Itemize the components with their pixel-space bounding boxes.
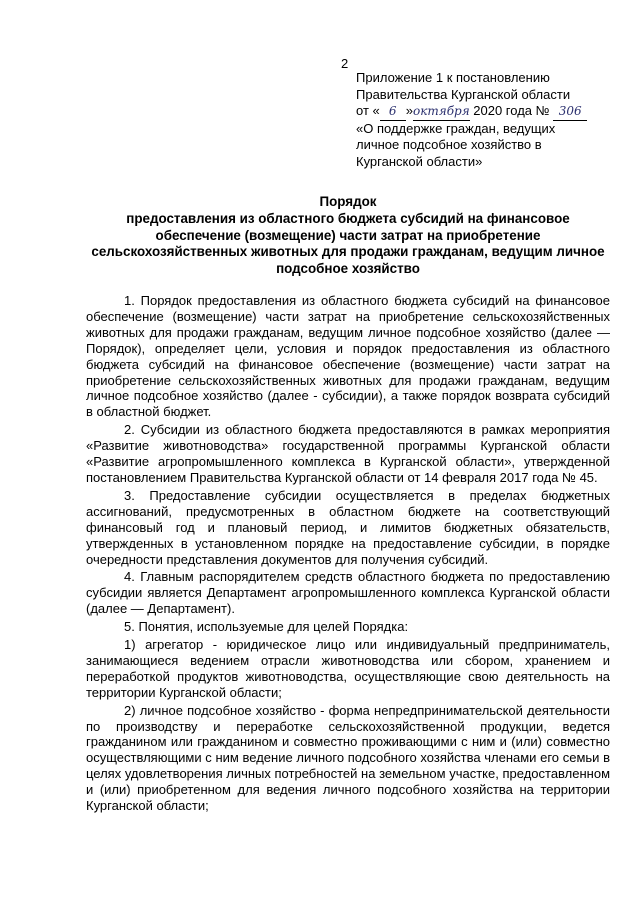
- paragraph-5-item-1: 1) агрегатор - юридическое лицо или индивидуальный предприниматель, занимающиеся ведением отрасли животноводства или сбором, хранением и переработкой продуктов животноводства, осуществляющие свою деятельность на территории Курганской области;: [86, 637, 610, 700]
- appendix-line-5: личное подсобное хозяйство в: [356, 137, 542, 153]
- page-number: 2: [341, 56, 349, 71]
- paragraph-5-item-2: 2) личное подсобное хозяйство - форма непредпринимательской деятельности по производству и переработке сельскохозяйственной продукции, ведется гражданином или гражданином и совместно проживающими с ним и (или) совместно осуществляющими с ним ведение личного подсобного хозяйства членами его семьи в целях удовлетворения личных потребностей на земельном участке, предоставленном и (или) приобретенном для ведения личного подсобного хозяйства на территории Курганской области;: [86, 702, 610, 814]
- paragraph-4: 4. Главным распорядителем средств областного бюджета по предоставлению субсидии является Департамент агропромышленного комплекса Курганской области (далее — Департамент).: [86, 569, 610, 617]
- handwritten-doc-number: 306: [553, 103, 587, 121]
- paragraph-2: 2. Субсидии из областного бюджета предоставляются в рамках мероприятия «Развитие животноводства» государственной программы Курганской области «Развитие агропромышленного комплекса в Курганской области», утвержденной постановлением Правительства Курганской области от 14 февраля 2017 года № 45.: [86, 422, 610, 485]
- date-prefix: от «: [356, 103, 380, 119]
- handwritten-day: 6: [380, 103, 406, 121]
- appendix-line-2: Правительства Курганской области: [356, 86, 571, 102]
- document-title: [86, 194, 610, 278]
- paragraph-1: 1. Порядок предоставления из областного бюджета субсидий на финансовое обеспечение (возмещение) части затрат на приобретение сельскохозяйственных животных для продажи гражданам, ведущим личное подсобное хозяйство (далее — Порядок), определяет цели, условия и порядок предоставления из областного бюджета субсидий на финансовое обеспечение (возмещение) части затрат на приобретение сельскохозяйственных животных для продажи гражданам, ведущим личное подсобное хозяйство (далее - субсидии), а также порядок возврата субсидий в областной бюджет.: [86, 293, 610, 420]
- appendix-date-line: [356, 103, 626, 121]
- handwritten-month: октября: [413, 103, 470, 121]
- appendix-line-1: Приложение 1 к постановлению: [356, 70, 550, 85]
- document-body: [86, 293, 610, 814]
- date-mid: »: [405, 103, 413, 119]
- date-suffix: 2020 года №: [469, 103, 550, 119]
- paragraph-3: 3. Предоставление субсидии осуществляется в пределах бюджетных ассигнований, предусмотренных в областном бюджете на соответствующий финансовый год и плановый период, и лимитов бюджетных обязательств, утвержденных в установленном порядке на предоставление субсидии, в порядке очередности представления документов для получения субсидий.: [86, 487, 610, 567]
- appendix-line-6: Курганской области»: [356, 153, 483, 169]
- appendix-line-4: «О поддержке граждан, ведущих: [356, 120, 556, 136]
- title-line-1: Порядок: [319, 194, 377, 209]
- appendix-header: [356, 70, 626, 171]
- paragraph-5: 5. Понятия, используемые для целей Порядка:: [124, 619, 409, 635]
- title-line-2: предоставления из областного бюджета субсидий на финансовое обеспечение (возмещение) части затрат на приобретение сельскохозяйственных животных для продажи гражданам, ведущим личное подсобное хозяйство: [91, 210, 605, 277]
